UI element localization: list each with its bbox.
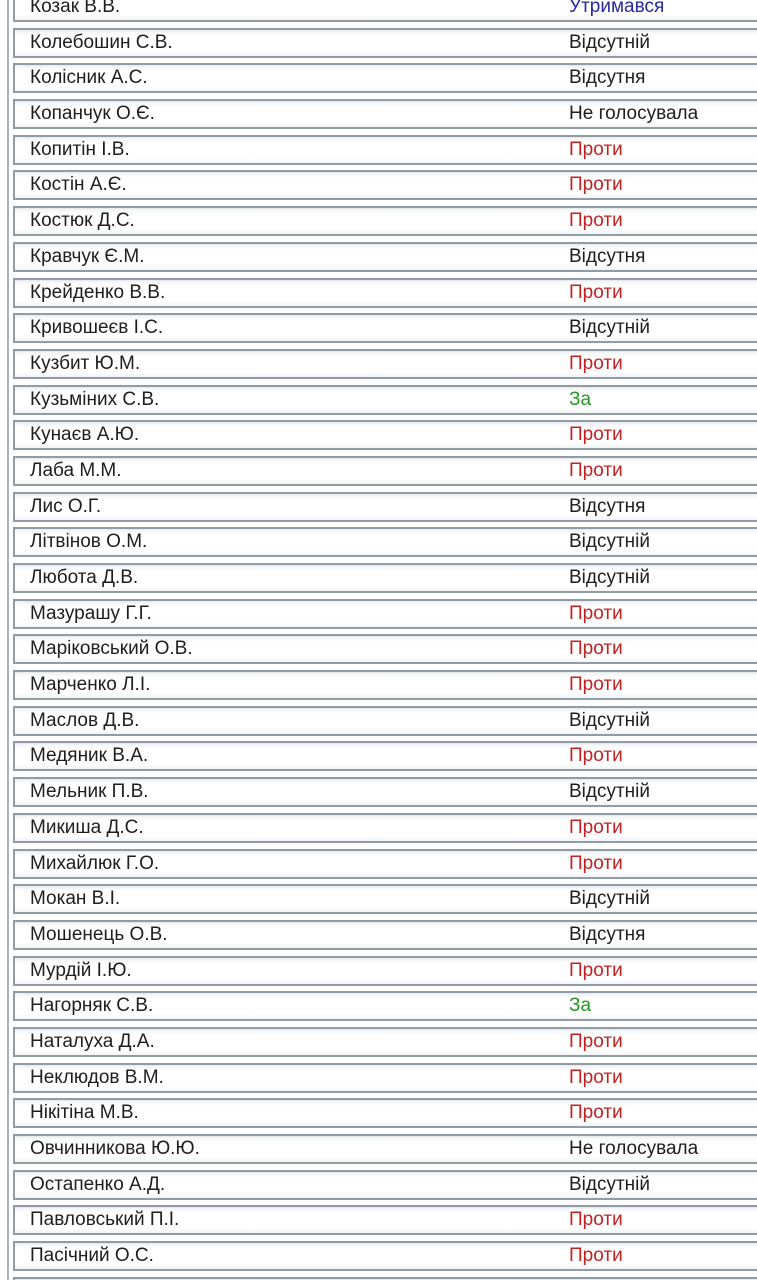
vote-row xyxy=(13,492,757,522)
deputy-name: Пасічний О.С. xyxy=(30,1245,154,1267)
vote-row xyxy=(13,1027,757,1057)
vote-row xyxy=(13,1098,757,1128)
deputy-name: Наталуха Д.А. xyxy=(30,1030,155,1052)
deputy-name: Колебошин С.В. xyxy=(30,31,173,53)
vote-row xyxy=(13,741,757,771)
deputy-name: Кузьміних С.В. xyxy=(30,388,160,410)
vote-status: Проти xyxy=(569,1245,623,1267)
vote-row xyxy=(13,670,757,700)
vote-row xyxy=(13,206,757,236)
vote-row xyxy=(13,278,757,308)
vote-status: Відсутня xyxy=(569,923,646,945)
vote-row xyxy=(13,28,757,58)
vote-status: Проти xyxy=(569,602,623,624)
vote-row xyxy=(13,599,757,629)
deputy-name: Літвінов О.М. xyxy=(30,531,148,553)
vote-row xyxy=(13,456,757,486)
vote-row xyxy=(13,170,757,200)
vote-status: Проти xyxy=(569,1102,623,1124)
vote-row xyxy=(13,1063,757,1093)
deputy-name: Нагорняк С.В. xyxy=(30,995,154,1017)
vote-row xyxy=(13,1205,757,1235)
deputy-name: Лис О.Г. xyxy=(30,495,102,517)
deputy-name: Костін А.Є. xyxy=(30,174,127,196)
vote-status: За xyxy=(569,388,592,410)
vote-status: Не голосувала xyxy=(569,103,699,125)
vote-status: Проти xyxy=(569,816,623,838)
vote-row xyxy=(13,777,757,807)
vote-status: Відсутній xyxy=(569,781,651,803)
vote-status: Проти xyxy=(569,281,623,303)
deputy-name: Маріковський О.В. xyxy=(30,638,193,660)
deputy-name: Колісник А.С. xyxy=(30,67,148,89)
vote-status: Проти xyxy=(569,638,623,660)
vote-row xyxy=(13,135,757,165)
vote-status: Не голосувала xyxy=(569,1138,699,1159)
vote-status: Відсутній xyxy=(569,31,651,53)
vote-list xyxy=(13,0,757,1280)
vote-status: Проти xyxy=(569,138,623,160)
deputy-name: Кривошеєв І.С. xyxy=(30,317,164,339)
vote-status: Проти xyxy=(569,674,623,696)
vote-status: Проти xyxy=(569,210,623,232)
deputy-name: Кравчук Є.М. xyxy=(30,245,145,267)
vote-status: Відсутній xyxy=(569,888,651,910)
vote-row xyxy=(13,813,757,843)
vote-status: Проти xyxy=(569,174,623,196)
deputy-name: Любота Д.В. xyxy=(30,567,139,588)
deputy-name: Костюк Д.С. xyxy=(30,210,135,232)
vote-status: Відсутня xyxy=(569,495,646,517)
vote-status: Проти xyxy=(569,424,623,446)
deputy-name: Мельник П.В. xyxy=(30,781,149,803)
vote-status: Проти xyxy=(569,959,623,981)
vote-row xyxy=(13,884,757,914)
deputy-name: Марченко Л.І. xyxy=(30,674,151,696)
vote-status: Відсутній xyxy=(569,709,651,731)
vote-row xyxy=(13,527,757,557)
vote-row xyxy=(13,563,757,593)
vote-row xyxy=(13,634,757,664)
vote-row xyxy=(13,242,757,272)
deputy-name: Кузбит Ю.М. xyxy=(30,352,141,374)
vote-row xyxy=(13,63,757,93)
vote-status: Проти xyxy=(569,745,623,767)
deputy-name: Остапенко А.Д. xyxy=(30,1173,166,1195)
vote-row xyxy=(13,1170,757,1200)
vote-row xyxy=(13,956,757,986)
vote-row xyxy=(13,349,757,379)
vote-status: За xyxy=(569,995,592,1017)
vote-row xyxy=(13,1241,757,1271)
vote-row xyxy=(13,920,757,950)
deputy-name: Лаба М.М. xyxy=(30,459,122,481)
vote-status: Проти xyxy=(569,352,623,374)
deputy-name: Мазурашу Г.Г. xyxy=(30,602,152,624)
vote-row xyxy=(13,849,757,879)
vote-status: Утримався xyxy=(569,0,665,17)
vote-status: Відсутній xyxy=(569,1173,651,1195)
deputy-name: Микиша Д.С. xyxy=(30,816,144,838)
vote-row xyxy=(13,313,757,343)
vote-status: Проти xyxy=(569,1209,623,1231)
vote-row xyxy=(13,0,757,22)
deputy-name: Михайлюк Г.О. xyxy=(30,852,160,874)
vote-row xyxy=(13,991,757,1021)
vote-status: Відсутня xyxy=(569,245,646,267)
vote-row xyxy=(13,1134,757,1164)
vote-row xyxy=(13,99,757,129)
deputy-name: Нікітіна М.В. xyxy=(30,1102,139,1124)
deputy-name: Копитін І.В. xyxy=(30,138,130,160)
deputy-name: Кунаєв А.Ю. xyxy=(30,424,140,446)
vote-status: Відсутня xyxy=(569,67,646,89)
deputy-name: Мокан В.І. xyxy=(30,888,121,910)
deputy-name: Копанчук О.Є. xyxy=(30,103,155,125)
vote-status: Проти xyxy=(569,1066,623,1088)
deputy-name: Маслов Д.В. xyxy=(30,709,140,731)
vote-status: Проти xyxy=(569,459,623,481)
vote-status: Відсутній xyxy=(569,531,651,553)
vote-status: Проти xyxy=(569,852,623,874)
vote-row xyxy=(13,385,757,415)
deputy-name: Мурдій І.Ю. xyxy=(30,959,132,981)
vote-row xyxy=(13,706,757,736)
deputy-name: Крейденко В.В. xyxy=(30,281,166,303)
vote-status: Проти xyxy=(569,1030,623,1052)
deputy-name: Неклюдов В.М. xyxy=(30,1066,164,1088)
deputy-name: Мошенець О.В. xyxy=(30,923,168,945)
deputy-name: Медяник В.А. xyxy=(30,745,149,767)
container-left-border xyxy=(7,0,9,1280)
deputy-name: Овчинникова Ю.Ю. xyxy=(30,1138,200,1159)
vote-row xyxy=(13,420,757,450)
deputy-name: Павловський П.І. xyxy=(30,1209,180,1231)
vote-status: Відсутній xyxy=(569,567,651,588)
deputy-name: Козак В.В. xyxy=(30,0,121,17)
vote-status: Відсутній xyxy=(569,317,651,339)
